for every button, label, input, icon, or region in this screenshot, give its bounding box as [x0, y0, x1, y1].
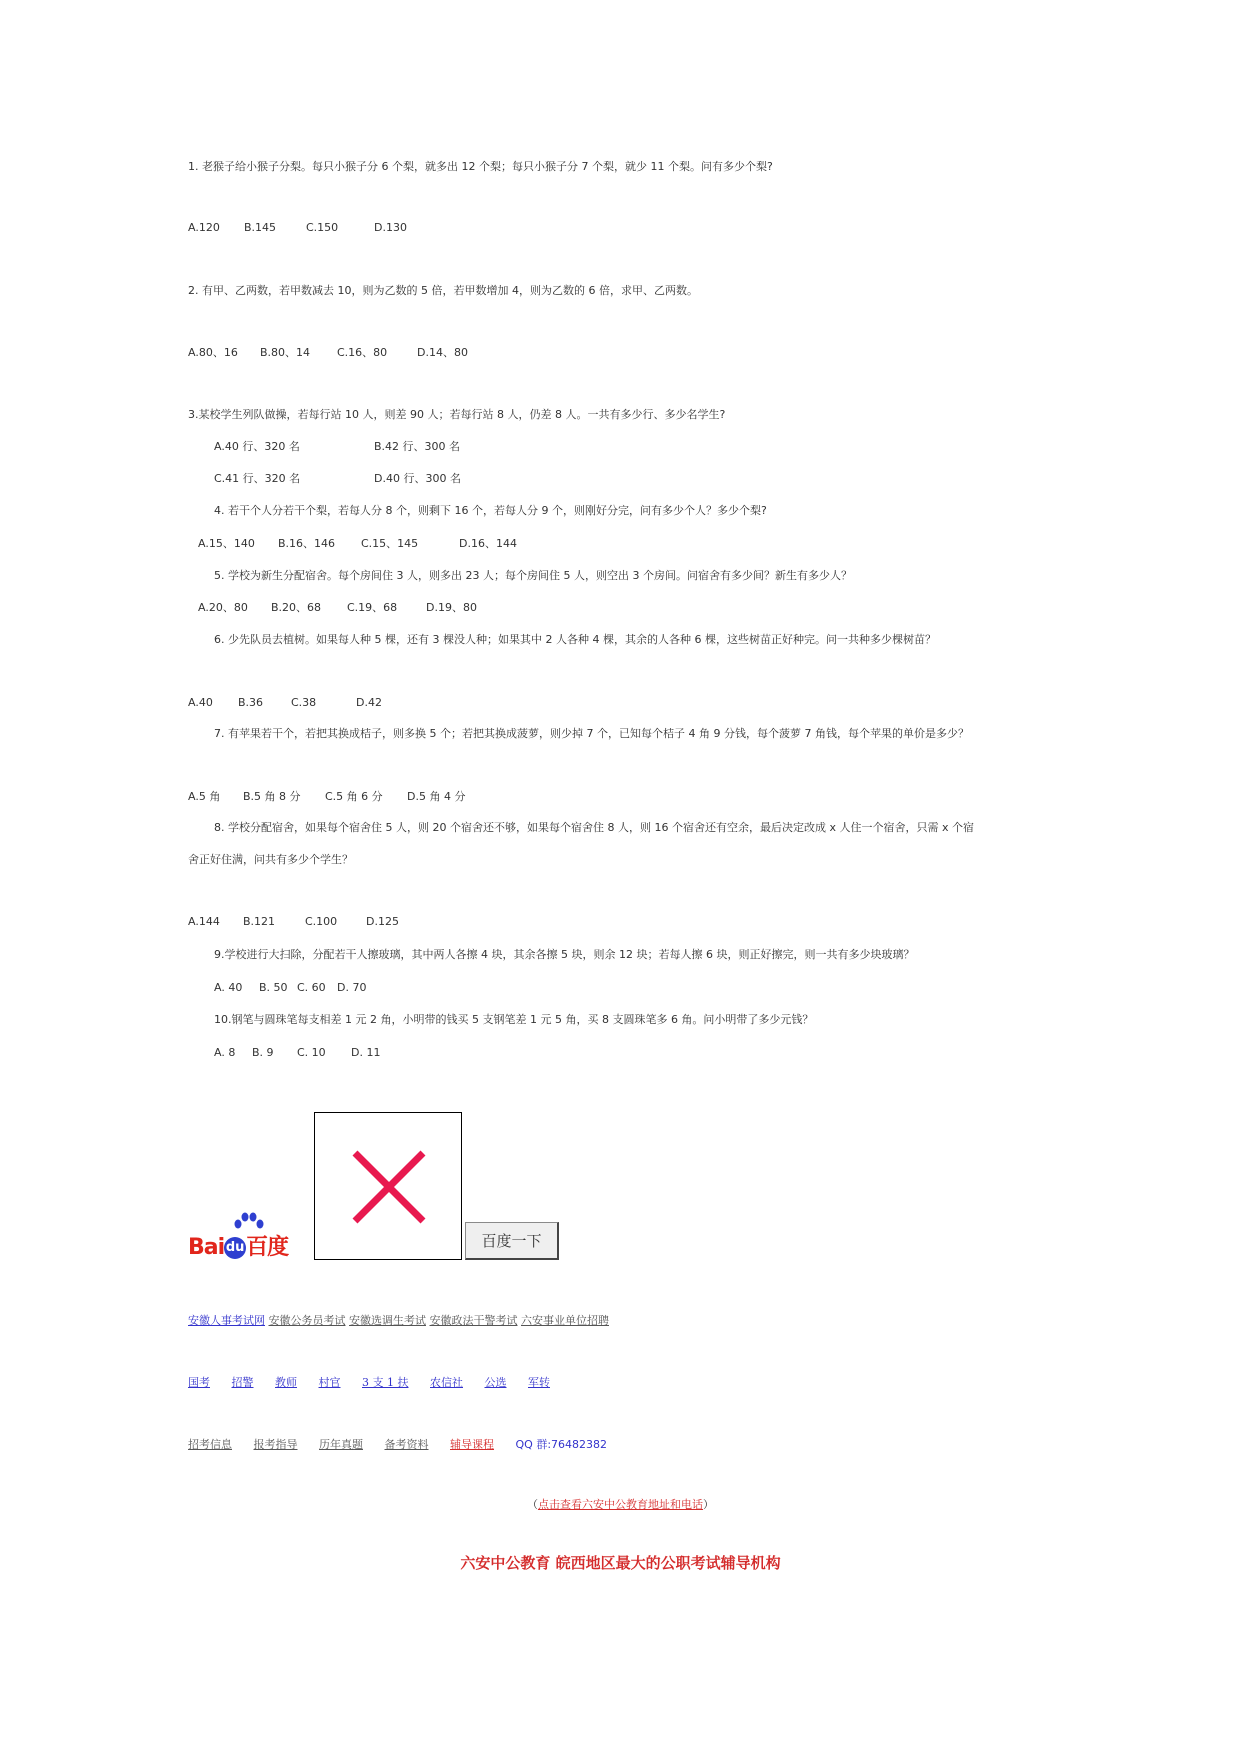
options-4	[198, 537, 517, 551]
option-d: D.19、80	[426, 601, 477, 614]
option-c: C.38	[291, 696, 317, 709]
option-b: B.20、68	[271, 601, 322, 614]
options-1	[188, 221, 407, 235]
link-gongxuan[interactable]: 公选	[484, 1376, 507, 1389]
option-b: B.5 角 8 分	[243, 790, 301, 803]
option-c: C.150	[306, 221, 339, 234]
option-b: B. 50	[259, 981, 288, 994]
contact-line	[0, 1496, 1241, 1512]
options-10	[214, 1046, 380, 1060]
link-cunguan[interactable]: 村官	[318, 1376, 341, 1389]
option-c: C.100	[305, 915, 338, 928]
link-nongxinshe[interactable]: 农信社	[430, 1376, 463, 1389]
footer-banner: 六安中公教育 皖西地区最大的公职考试辅导机构	[460, 1554, 781, 1572]
link-zhaojing[interactable]: 招警	[231, 1376, 254, 1389]
contact-link[interactable]: 点击查看六安中公教育地址和电话	[538, 1498, 703, 1511]
question-10: 10.钢笔与圆珠笔每支相差 1 元 2 角，小明带的钱买 5 支钢笔差 1 元 5 角，买 8 支圆珠笔多 6 角。问小明带了多少元钱？	[214, 1013, 814, 1026]
link-linian-zhenti[interactable]: 历年真题	[319, 1438, 363, 1451]
option-d: D.40 行、300 名	[374, 472, 461, 485]
option-b: B. 9	[252, 1046, 274, 1059]
broken-image-placeholder	[314, 1112, 462, 1260]
question-3: 3.某校学生列队做操，若每行站 10 人，则差 90 人；若每行站 8 人，仍差 8 人。一共有多少行、多少名学生?	[188, 408, 726, 421]
qq-group-text: QQ 群:76482382	[515, 1438, 608, 1451]
options-8	[188, 915, 399, 929]
option-b: B.80、14	[260, 346, 311, 359]
option-c: C. 60	[297, 981, 326, 994]
option-d: D.125	[366, 915, 399, 928]
option-a: A.40	[188, 696, 213, 709]
options-2	[188, 346, 468, 360]
question-1: 1. 老猴子给小猴子分梨。每只小猴子分 6 个梨，就多出 12 个梨；每只小猴子分 7 个梨，就少 11 个梨。问有多少个梨?	[188, 160, 773, 173]
options-5	[198, 601, 477, 615]
options-3b	[214, 472, 461, 486]
option-d: D.16、144	[459, 537, 517, 550]
option-d: D.42	[356, 696, 382, 709]
baidu-search-button[interactable]: 百度一下	[465, 1222, 559, 1260]
option-b: B.36	[238, 696, 264, 709]
option-d: D.5 角 4 分	[407, 790, 466, 803]
option-a: A.5 角	[188, 790, 221, 803]
logo-bai: Bai	[188, 1235, 225, 1260]
option-d: D. 11	[351, 1046, 381, 1059]
question-5: 5. 学校为新生分配宿舍。每个房间住 3 人，则多出 23 人；每个房间住 5 人，则空出 3 个房间。问宿舍有多少间？新生有多少人？	[214, 569, 852, 582]
links-row-2	[188, 1374, 550, 1390]
link-anhui-gwy[interactable]: 安徽公务员考试	[268, 1314, 346, 1327]
link-anhui-rsks[interactable]: 安徽人事考试网	[188, 1314, 265, 1327]
option-a: A.20、80	[198, 601, 248, 614]
option-d: D. 70	[337, 981, 367, 994]
baidu-logo-text	[188, 1230, 288, 1261]
option-a: A.144	[188, 915, 220, 928]
options-3a	[214, 440, 460, 454]
question-2: 2. 有甲、乙两数，若甲数减去 10，则为乙数的 5 倍，若甲数增加 4，则为乙数的 6 倍，求甲、乙两数。	[188, 284, 698, 297]
option-a: A.40 行、320 名	[214, 440, 300, 453]
option-c: C.15、145	[361, 537, 419, 550]
link-beikao-ziliao[interactable]: 备考资料	[384, 1438, 429, 1451]
option-d: D.130	[374, 221, 407, 234]
option-c: C.5 角 6 分	[325, 790, 383, 803]
question-9: 9.学校进行大扫除，分配若干人擦玻璃，其中两人各擦 4 块，其余各擦 5 块，则余 12 块；若每人擦 6 块，则正好擦完，则一共有多少块玻璃？	[214, 948, 915, 961]
option-c: C. 10	[297, 1046, 326, 1059]
question-4: 4. 若干个人分若干个梨，若每人分 8 个，则剩下 16 个，若每人分 9 个，则刚好分完，问有多少个人？多少个梨?	[214, 504, 767, 517]
link-anhui-zfgj[interactable]: 安徽政法干警考试	[429, 1314, 518, 1327]
link-jiaoshi[interactable]: 教师	[275, 1376, 297, 1389]
logo-du: du	[224, 1237, 246, 1259]
link-guokao[interactable]: 国考	[188, 1376, 210, 1389]
question-8-continued: 舍正好住满，问共有多少个学生？	[188, 853, 353, 866]
option-b: B.16、146	[278, 537, 336, 550]
link-baokao-zhidao[interactable]: 报考指导	[253, 1438, 298, 1451]
option-a: A. 40	[214, 981, 243, 994]
option-b: B.121	[243, 915, 276, 928]
link-sanzhiyifu[interactable]: 3 支 1 扶	[362, 1376, 409, 1389]
question-6: 6. 少先队员去植树。如果每人种 5 棵，还有 3 棵没人种；如果其中 2 人各种 4 棵，其余的人各种 6 棵，这些树苗正好种完。问一共种多少棵树苗？	[214, 633, 936, 646]
options-6	[188, 696, 382, 710]
question-8: 8. 学校分配宿舍，如果每个宿舍住 5 人，则 20 个宿舍还不够，如果每个宿舍住 8 人，则 16 个宿舍还有空余，最后决定改成 x 人住一个宿舍，只需 x 个宿	[214, 821, 974, 834]
options-9	[214, 981, 366, 995]
option-a: A. 8	[214, 1046, 236, 1059]
option-a: A.120	[188, 221, 220, 234]
link-luan-sydw[interactable]: 六安事业单位招聘	[521, 1314, 609, 1327]
option-c: C.41 行、320 名	[214, 472, 301, 485]
question-7: 7. 有苹果若干个，若把其换成桔子，则多换 5 个；若把其换成菠萝，则少掉 7 个，已知每个桔子 4 角 9 分钱，每个菠萝 7 角钱，每个苹果的单价是多少？	[214, 727, 969, 740]
link-junzhuan[interactable]: 军转	[528, 1376, 550, 1389]
link-fudao-kecheng[interactable]: 辅导课程	[450, 1438, 494, 1451]
logo-baidu-cn: 百度	[246, 1235, 289, 1260]
paren-open: （	[527, 1498, 538, 1511]
links-row-1	[188, 1312, 609, 1328]
option-d: D.14、80	[417, 346, 468, 359]
link-anhui-xds[interactable]: 安徽选调生考试	[349, 1314, 426, 1327]
option-a: A.15、140	[198, 537, 255, 550]
option-b: B.42 行、300 名	[374, 440, 461, 453]
option-b: B.145	[244, 221, 277, 234]
options-7	[188, 790, 465, 804]
broken-image-icon	[315, 1113, 461, 1259]
link-zhaokao-xinxi[interactable]: 招考信息	[188, 1438, 232, 1451]
paren-close: ）	[703, 1498, 714, 1511]
option-c: C.19、68	[347, 601, 398, 614]
option-a: A.80、16	[188, 346, 238, 359]
links-row-3	[188, 1436, 607, 1452]
option-c: C.16、80	[337, 346, 388, 359]
baidu-logo[interactable]	[188, 1218, 316, 1260]
